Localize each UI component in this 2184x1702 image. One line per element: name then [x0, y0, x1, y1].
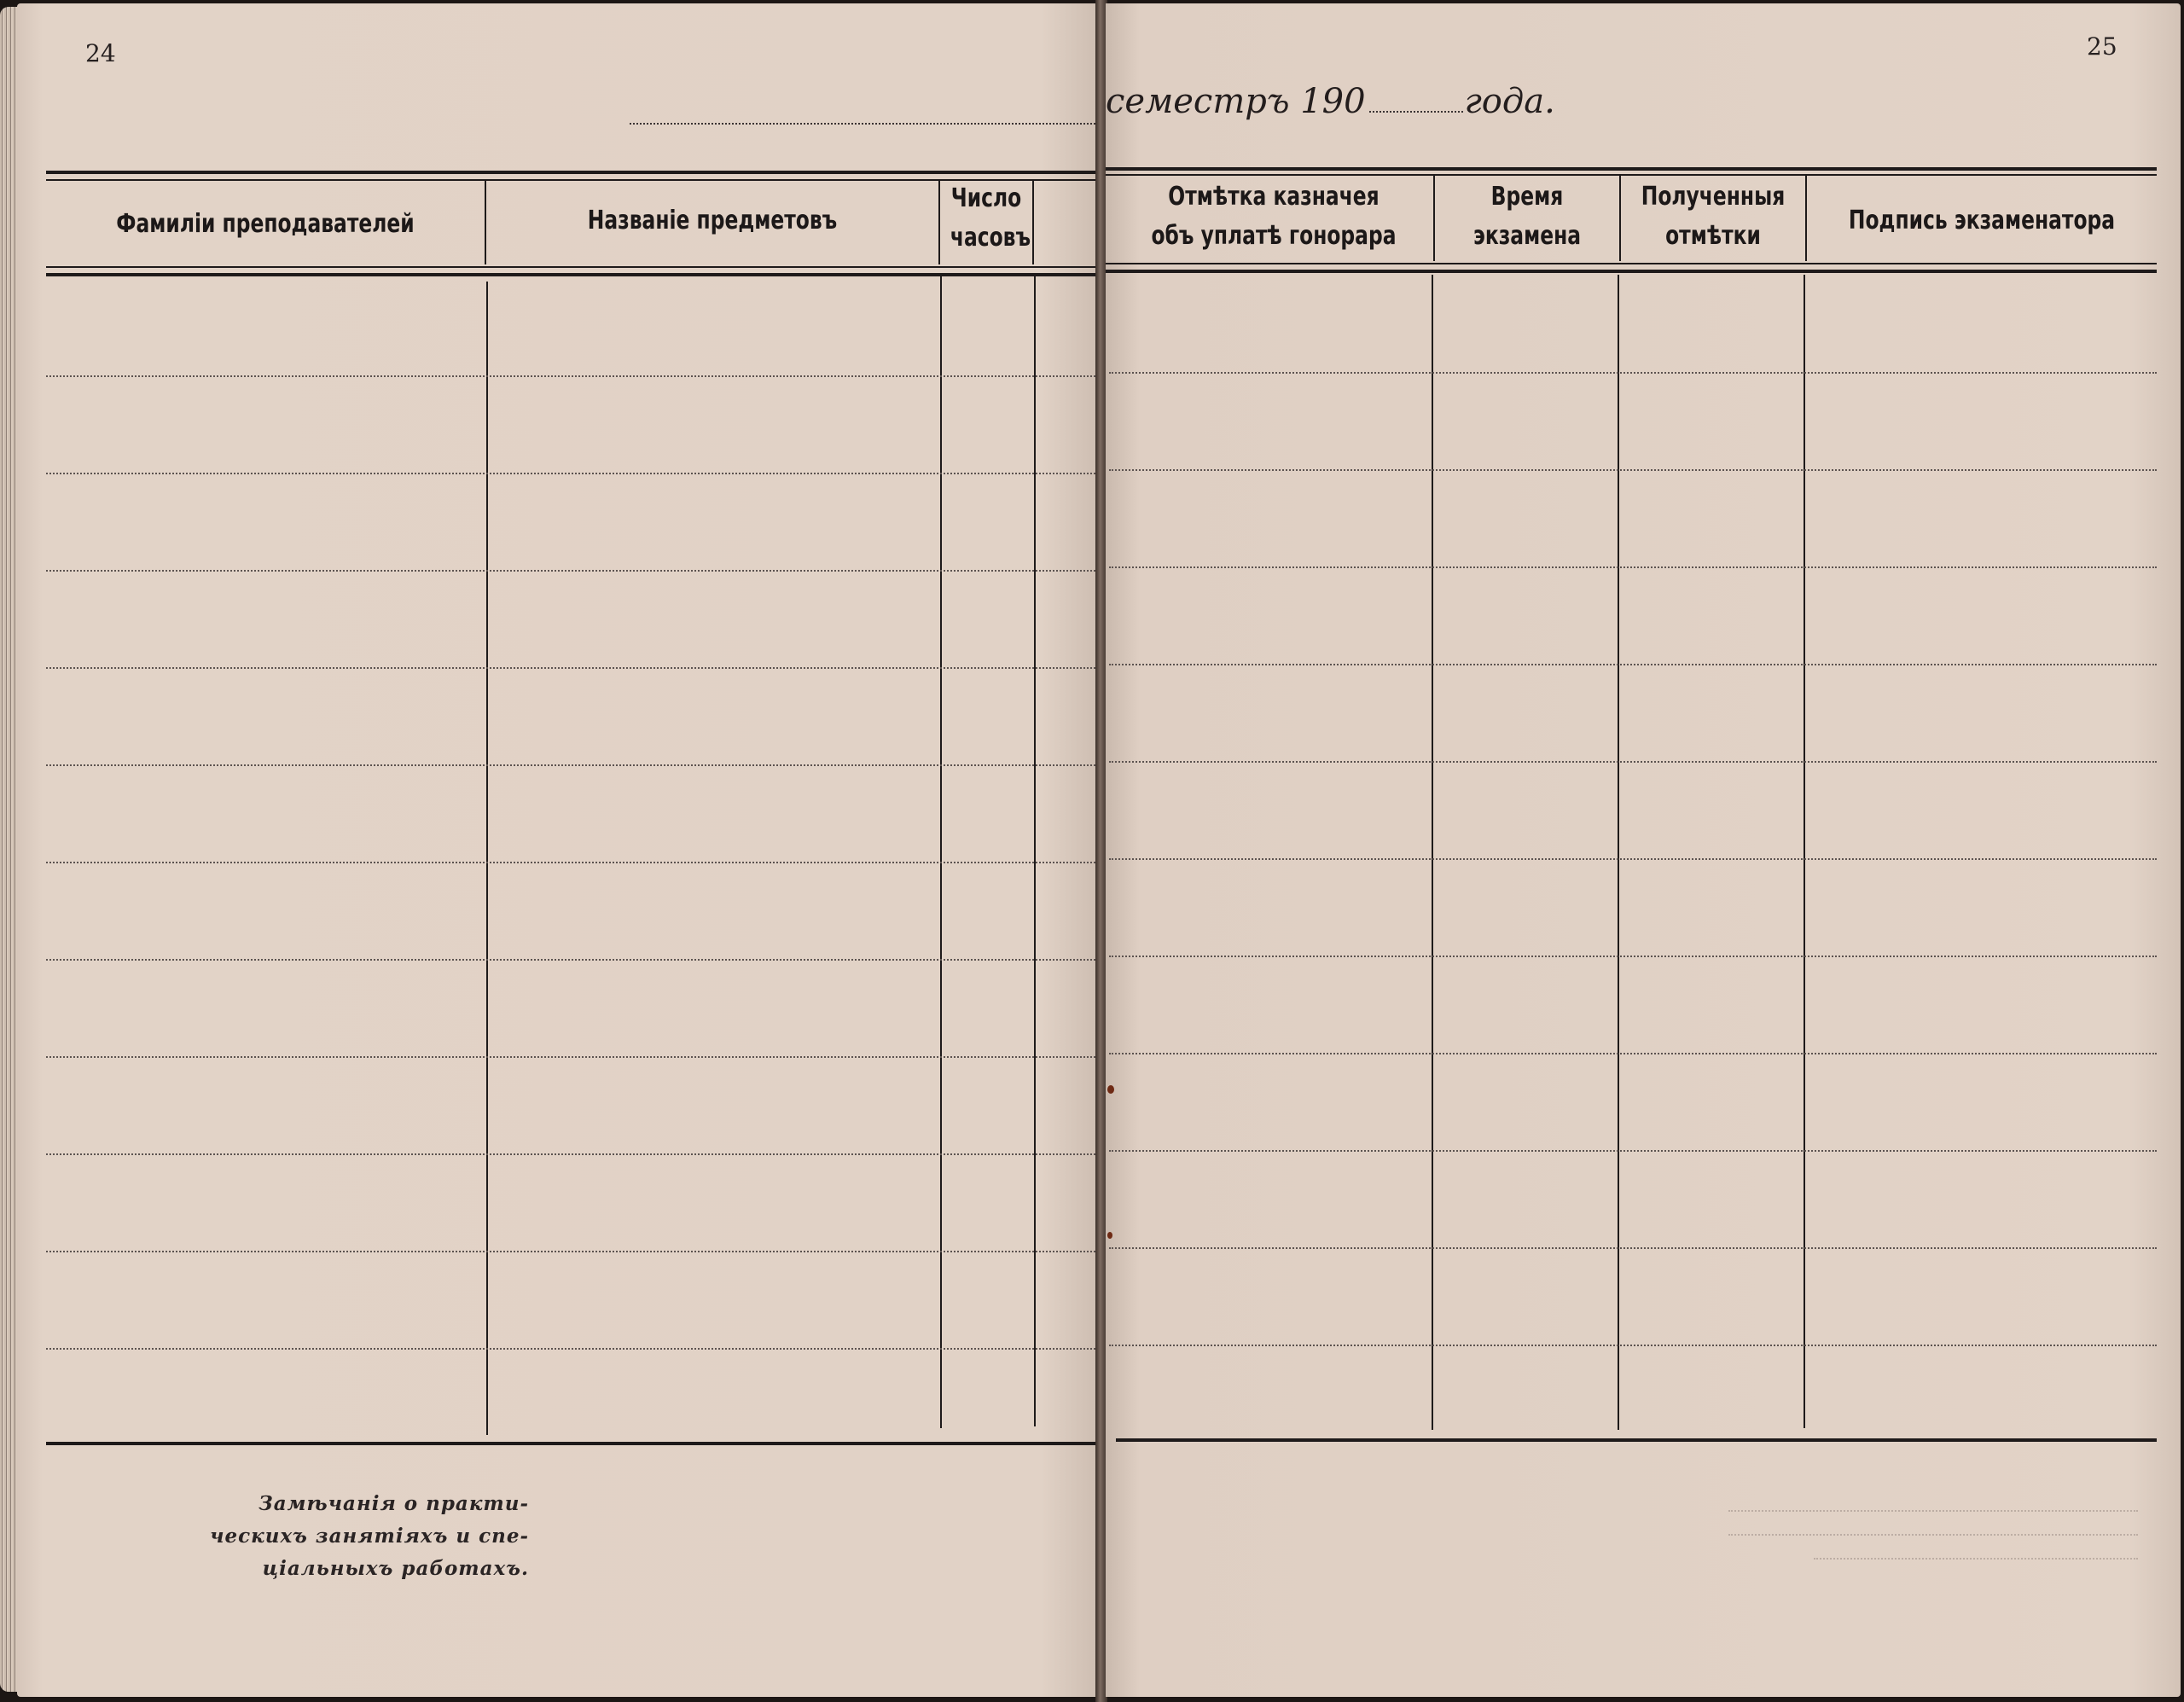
- header-marks-line2: отмѣтки: [1665, 221, 1761, 251]
- col-rule-4: [1432, 275, 1433, 1430]
- row-line: [46, 1153, 1099, 1155]
- row-line: [1109, 858, 2157, 860]
- row-line: [46, 1056, 1099, 1058]
- header-hours-line1: Число: [950, 183, 1022, 213]
- header-subjects: Названiе предметовъ: [587, 206, 838, 235]
- right-page: [1106, 3, 2181, 1697]
- header-sep-4: [1433, 174, 1435, 261]
- row-line: [1109, 1053, 2157, 1054]
- header-treasurer-line1: Отмѣтка казначея: [1168, 182, 1380, 212]
- row-line: [1109, 761, 2157, 763]
- header-sep-5: [1619, 174, 1621, 261]
- header-top-rule-thin: [46, 179, 1099, 181]
- remarks-line-3: цiальныхъ работахъ.: [262, 1557, 529, 1580]
- header-sep-3: [1032, 179, 1034, 264]
- header-bottom-rule: [46, 266, 1099, 268]
- remarks-label: [136, 1488, 529, 1585]
- row-line: [46, 1251, 1099, 1252]
- title-semester: семестръ 190: [1106, 82, 1366, 121]
- row-line: [46, 764, 1099, 766]
- header-hours-line2: часовъ: [950, 223, 1031, 253]
- title-year: года.: [1464, 82, 1555, 121]
- row-line: [1109, 1150, 2157, 1152]
- row-line: [1109, 1247, 2157, 1249]
- right-page-number: 25: [2087, 32, 2117, 61]
- header-treasurer-line2: объ уплатѣ гонорара: [1151, 221, 1397, 251]
- header-top-rule: [46, 171, 1099, 174]
- row-line: [1109, 469, 2157, 471]
- semester-title: [1106, 82, 1555, 121]
- left-page-number: 24: [85, 39, 116, 67]
- row-line: [46, 375, 1099, 377]
- row-line: [1109, 956, 2157, 957]
- col-rule-6: [1804, 275, 1805, 1428]
- col-rule-3: [1034, 275, 1036, 1426]
- header-sep-2: [938, 179, 940, 264]
- row-line: [46, 473, 1099, 474]
- table-bottom-rule-right: [1116, 1438, 2157, 1442]
- row-line: [1109, 372, 2157, 374]
- stain-mark: [1107, 1232, 1112, 1239]
- header-sep-6: [1805, 174, 1807, 261]
- page-edges: [0, 7, 19, 1692]
- row-line: [46, 862, 1099, 863]
- row-line: [1109, 1345, 2157, 1346]
- header-sep-1: [485, 179, 486, 264]
- row-line: [46, 667, 1099, 669]
- show-through-line: [1728, 1534, 2138, 1536]
- show-through-line: [1814, 1558, 2138, 1560]
- header-bottom-rule-thick-right: [1106, 270, 2157, 273]
- row-line: [1109, 664, 2157, 665]
- remarks-line-1: Замѣчанiя о практи-: [258, 1492, 529, 1515]
- col-rule-1: [486, 282, 488, 1435]
- header-teachers: Фамилiи преподавателей: [116, 209, 415, 239]
- header-exam-time-line2: экзамена: [1472, 221, 1582, 251]
- header-bottom-rule-right: [1106, 263, 2157, 264]
- col-rule-5: [1618, 275, 1619, 1430]
- row-line: [46, 570, 1099, 572]
- left-page: [17, 3, 1099, 1697]
- title-leader-left: [630, 123, 1099, 125]
- col-rule-2: [940, 275, 942, 1428]
- header-top-rule-right: [1106, 167, 2157, 171]
- row-line: [1109, 566, 2157, 568]
- header-exam-time-line1: Время: [1490, 182, 1564, 212]
- show-through-line: [1728, 1510, 2138, 1512]
- row-line: [46, 959, 1099, 961]
- year-leader: [1369, 111, 1463, 113]
- remarks-line-2: ческихъ занятiяхъ и спе-: [210, 1525, 529, 1548]
- row-line: [46, 1348, 1099, 1350]
- header-signature: Подпись экзаменатора: [1848, 206, 2116, 235]
- stain-mark: [1107, 1085, 1114, 1094]
- table-bottom-rule: [46, 1442, 1099, 1445]
- header-top-rule-thin-right: [1106, 174, 2157, 176]
- header-marks-line1: Полученныя: [1641, 182, 1786, 212]
